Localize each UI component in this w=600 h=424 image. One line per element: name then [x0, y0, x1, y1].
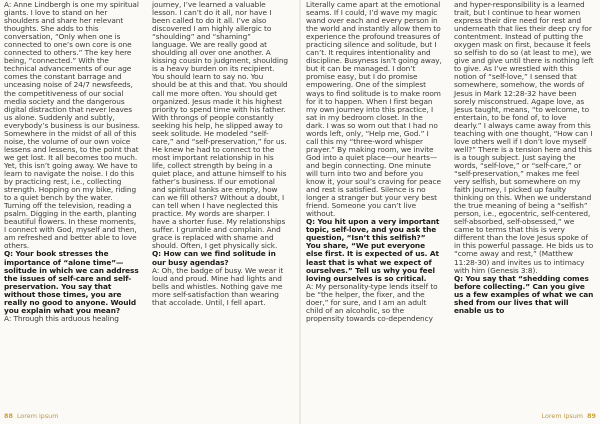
page-number-left: 88 [4, 412, 13, 420]
interview-question: Q: Your book stresses the importance of “alone time”—solitude in which we can address the issues of self-care and self-preservation. You say that without those times, you are really no good to anyone. Would you explain what you mean? [4, 249, 139, 315]
folio-right [542, 412, 596, 420]
interview-question: Q: You hit upon a very important topic, self-love, and you ask the question, “Isn’t this selfish?” You share, “We put everyone else first. It is expected of us. At least that is what we expect of ourselves.” Tell us why you feel loving ourselves is so critical. [306, 217, 440, 283]
interview-question: Q: How can we find solitude in our busy agendas? [152, 249, 276, 267]
interview-answer: A: Oh, the badge of busy. We wear it loud and proud. Mine had lights and bells and whistles. Nothing gave me more self-satisfaction than wearing that accolade. Until, I fell apart. [152, 265, 284, 307]
page-gutter [299, 0, 301, 424]
folio-left [4, 412, 58, 420]
article-column-3 [306, 1, 442, 323]
interview-answer: and hyper-responsibility is a learned trait, but I continue to hear women express their dire need for rest and underneath that lies their deep cry for contentment. Instead of putting the oxygen mask on first, because it feels so selfish to do so (at least to me), we give and give until there is nothing left to give. As I’ve wrestled with this notion of “self-love,” I sensed that somewhere, somehow, the words of Jesus in Mark 12:28-32 have been sorely misconstrued. Agape love, as Jesus taught, means, “to welcome, to entertain, to be fond of, to love dearly.” I always came away from this teaching with one thought, “How can I love others well if I don’t love myself well?” There is a tension here and this is a tough subject. Just saying the words, “self-love,” or “self-care,” or “self-preservation,” makes me feel very selfish, but somewhere on my faith journey, I picked up faulty thinking on this. When we understand the true meaning of being a “selfish” person, i.e., egocentric, self-centered, self-absorbed, self-obsessed,” we came to terms that this is very different than the love Jesus spoke of in this powerful passage. He bids us to “come away and rest,” (Matthew 11:28-30) and invites us to intimacy with him (Genesis 3:8). [454, 0, 594, 275]
folio-label-left: Lorem ipsum [16, 412, 59, 420]
folio-label-right: Lorem ipsum [541, 412, 584, 420]
article-column-4 [454, 1, 594, 315]
page-number-right: 89 [587, 412, 596, 420]
interview-answer: A: My personality-type lends itself to be “the helper, the fixer, and the doer,” for sure, and I am an adult child of an alcoholic, so the propensity towards co-dependency [306, 281, 438, 323]
interview-question: Q: You say that “shedding comes before collecting.” Can you give us a few examples of what we can shed from our lives that will enable us to [454, 273, 594, 315]
interview-answer: Literally came apart at the emotional seams. If I could, I’d wave my magic wand over each and every person in the world and instantly allow them to experience the profound treasures of practicing silence and solitude, but I can’t. It requires intentionality and discipline. Busyness isn’t going away, but it can be managed. I don’t promise easy, but I do promise empowering. One of the simplest ways to find solitude is to make room for it to happen. When I first began my own journey into this practice, I sat in my bedroom closet. In the dark. I was so worn out that I had no words left, only, “Help me, God.” I call this my “three-word whisper prayer.” By making room, we invite God into a quiet place—our hearts—and begin connecting. One minute will turn into two and before you know it, your soul’s craving for peace and rest is satisfied. Silence is no longer a stranger but your very best friend. Someone you can’t live without. [306, 0, 442, 219]
interview-answer: journey, I’ve learned a valuable lesson. I can’t do it all, nor have I been called to do it all. I’ve also discovered I am highly allergic to “shoulding” and “shaming” language. We are really good at shoulding all over one another. A kissing cousin to judgment, shoulding is a heavy burden on its recipient. You should learn to say no. You should be at this and that. You should call me more often. You should get organized. Jesus made it his highest priority to spend time with his father. With throngs of people constantly seeking his help, he slipped away to seek solitude. He modeled “self-care,” and “self-preservation,” for us. He knew he had to connect to the most important relationship in his life, collect strength by being in a quiet place, and attune himself to his father’s business. If our emotional and spiritual tanks are empty, how can we fill others? Without a doubt, I can tell when I have neglected this practice. My words are sharper. I have a shorter fuse. My relationships suffer. I grumble and complain. And grace is replaced with shame and should. Often, I get physically sick. [152, 0, 289, 251]
article-column-1 [4, 1, 140, 323]
interview-answer: A: Anne Lindbergh is one my spiritual giants. I love to stand on her shoulders and share her relevant thoughts. She adds to this conversation, “Only when one is connected to one’s own core is one connected to others.” The key here being, “connected.” With the technical advancements of our age comes the constant barrage and unceasing noise of 24/7 newsfeeds, the competitiveness of our social media society and the dangerous digital distraction that never leaves us alone. Suddenly and subtly, everybody’s business is our business. Somewhere in the midst of all of this noise, the volume of our own voice lessens and lessens, to the point that we get lost. It all becomes too much. Yet, this isn’t going away. We have to learn to navigate the noise. I do this by practicing rest, i.e., collecting strength. Hopping on my bike, riding to a quiet bench by the water. Turning off the television, reading a psalm. Digging in the earth, planting beautiful flowers. In these moments, I connect with God, myself and then, am refreshed and better able to love others. [4, 0, 140, 251]
interview-answer: A: Through this arduous healing [4, 313, 119, 323]
article-column-2 [152, 1, 288, 307]
